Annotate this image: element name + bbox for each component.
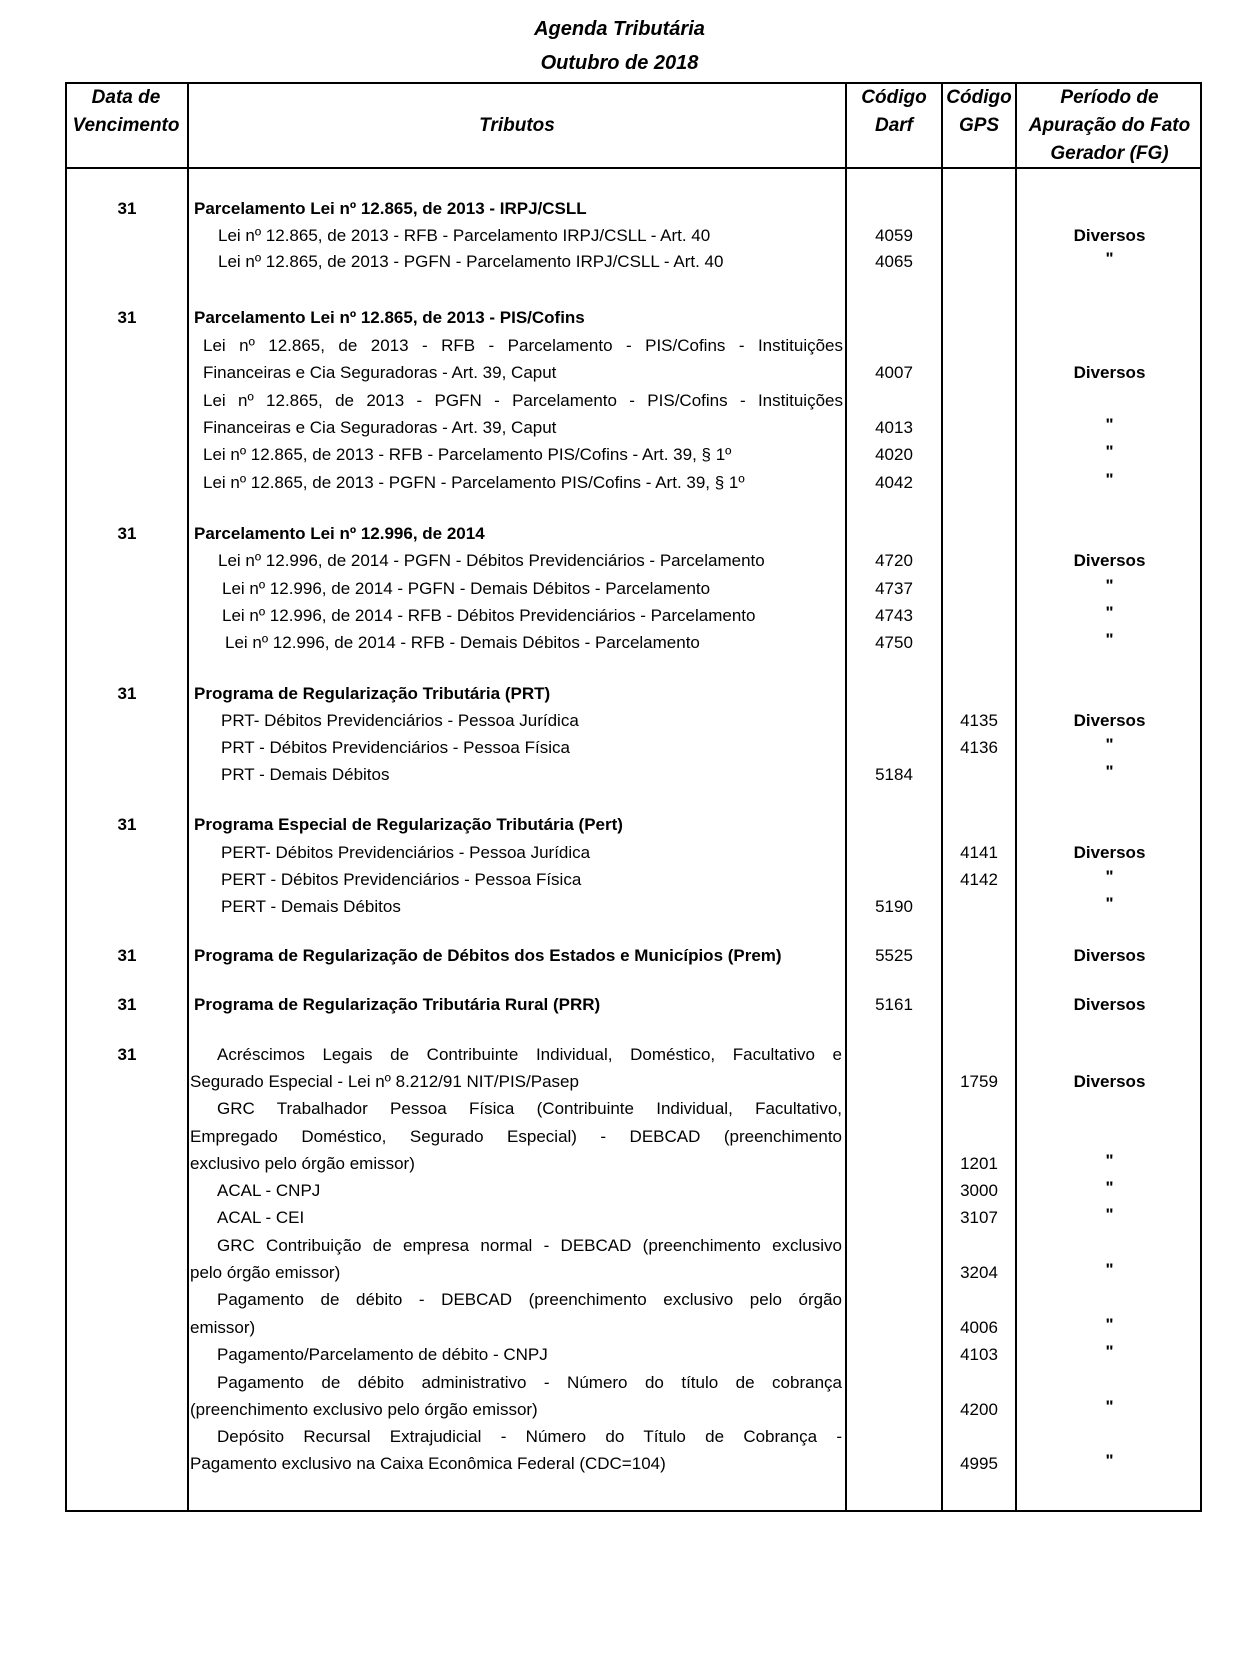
list-item: Lei nº 12.865, de 2013 - PGFN - Parcelamento PIS/Cofins - Art. 39, § 1º xyxy=(203,473,745,492)
group-title: Programa de Regularização de Débitos dos Estados e Municípios (Prem) xyxy=(194,946,782,965)
list-item: Acréscimos Legais de Contribuinte Individual, Doméstico, Facultativo e xyxy=(217,1045,842,1064)
ditto-mark: " xyxy=(1105,867,1114,886)
darf-code: 4059 xyxy=(875,226,913,245)
column-divider xyxy=(187,82,189,1512)
column-divider xyxy=(845,82,847,1512)
period-value: Diversos xyxy=(1073,995,1146,1014)
list-item: GRC Contribuição de empresa normal - DEBCAD (preenchimento exclusivo xyxy=(217,1236,842,1255)
list-item: Pagamento/Parcelamento de débito - CNPJ xyxy=(217,1345,548,1364)
group-title: Parcelamento Lei nº 12.865, de 2013 - PIS/Cofins xyxy=(194,308,585,327)
list-item: PERT - Débitos Previdenciários - Pessoa Física xyxy=(221,870,582,889)
header-periodo: Período de Apuração do Fato Gerador (FG) xyxy=(1028,87,1191,164)
list-item: ACAL - CNPJ xyxy=(217,1181,321,1200)
list-item: Lei nº 12.996, de 2014 - PGFN - Demais Débitos - Parcelamento xyxy=(222,579,711,598)
list-item: Lei nº 12.996, de 2014 - PGFN - Débitos Previdenciários - Parcelamento xyxy=(218,551,765,570)
list-item: pelo órgão emissor) xyxy=(190,1263,341,1282)
list-item: PERT- Débitos Previdenciários - Pessoa Jurídica xyxy=(221,843,591,862)
column-divider xyxy=(941,82,943,1512)
ditto-mark: " xyxy=(1105,415,1114,434)
header-date: Data de Vencimento xyxy=(72,87,180,136)
list-item: Lei nº 12.996, de 2014 - RFB - Demais Débitos - Parcelamento xyxy=(225,633,700,652)
gps-code: 4141 xyxy=(960,843,998,862)
gps-code: 4006 xyxy=(960,1318,998,1337)
ditto-mark: " xyxy=(1105,1260,1114,1279)
list-item: PRT- Débitos Previdenciários - Pessoa Jurídica xyxy=(221,711,579,730)
list-item: Lei nº 12.865, de 2013 - RFB - Parcelamento - PIS/Cofins - Instituições xyxy=(203,336,843,355)
ditto-mark: " xyxy=(1105,1178,1114,1197)
due-date: 31 xyxy=(117,684,137,703)
list-item: emissor) xyxy=(190,1318,256,1337)
gps-code: 4136 xyxy=(960,738,998,757)
ditto-mark: " xyxy=(1105,1397,1114,1416)
due-date: 31 xyxy=(117,524,137,543)
darf-code: 5190 xyxy=(875,897,913,916)
list-item: Lei nº 12.996, de 2014 - RFB - Débitos Previdenciários - Parcelamento xyxy=(222,606,756,625)
period-value: Diversos xyxy=(1073,843,1146,862)
ditto-mark: " xyxy=(1105,603,1114,622)
gps-code: 4103 xyxy=(960,1345,998,1364)
ditto-mark: " xyxy=(1105,1342,1114,1361)
page-title: Agenda Tributária xyxy=(534,18,705,40)
list-item: GRC Trabalhador Pessoa Física (Contribuinte Individual, Facultativo, xyxy=(217,1099,842,1118)
ditto-mark: " xyxy=(1105,894,1114,913)
group-title: Programa Especial de Regularização Tributária (Pert) xyxy=(194,815,623,834)
list-item: Lei nº 12.865, de 2013 - RFB - Parcelamento IRPJ/CSLL - Art. 40 xyxy=(218,226,711,245)
due-date: 31 xyxy=(117,946,137,965)
darf-code: 4750 xyxy=(875,633,913,652)
gps-code: 4135 xyxy=(960,711,998,730)
gps-code: 1759 xyxy=(960,1072,998,1091)
ditto-mark: " xyxy=(1105,442,1114,461)
list-item: Segurado Especial - Lei nº 8.212/91 NIT/PIS/Pasep xyxy=(190,1072,579,1091)
darf-code: 4007 xyxy=(875,363,913,382)
header-darf: Código Darf xyxy=(861,87,927,136)
due-date: 31 xyxy=(117,1045,137,1064)
ditto-mark: " xyxy=(1105,1205,1114,1224)
list-item: Financeiras e Cia Seguradoras - Art. 39, Caput xyxy=(203,418,557,437)
period-value: Diversos xyxy=(1073,363,1146,382)
list-item: Lei nº 12.865, de 2013 - RFB - Parcelamento PIS/Cofins - Art. 39, § 1º xyxy=(203,445,732,464)
darf-code: 5525 xyxy=(875,946,913,965)
gps-code: 4995 xyxy=(960,1454,998,1473)
period-value: Diversos xyxy=(1073,946,1146,965)
darf-code: 4720 xyxy=(875,551,913,570)
due-date: 31 xyxy=(117,995,137,1014)
list-item: Empregado Doméstico, Segurado Especial) - DEBCAD (preenchimento xyxy=(190,1127,842,1146)
darf-code: 4013 xyxy=(875,418,913,437)
list-item: PRT - Débitos Previdenciários - Pessoa Física xyxy=(221,738,570,757)
darf-code: 5161 xyxy=(875,995,913,1014)
column-divider xyxy=(1015,82,1017,1512)
list-item: Financeiras e Cia Seguradoras - Art. 39, Caput xyxy=(203,363,557,382)
list-item: Lei nº 12.865, de 2013 - PGFN - Parcelamento - PIS/Cofins - Instituições xyxy=(203,391,843,410)
ditto-mark: " xyxy=(1105,1151,1114,1170)
ditto-mark: " xyxy=(1105,630,1114,649)
header-tributos: Tributos xyxy=(479,115,555,136)
page-subtitle: Outubro de 2018 xyxy=(540,52,699,74)
ditto-mark: " xyxy=(1105,1315,1114,1334)
ditto-mark: " xyxy=(1105,735,1114,754)
due-date: 31 xyxy=(117,815,137,834)
period-value: Diversos xyxy=(1073,551,1146,570)
list-item: PERT - Demais Débitos xyxy=(221,897,401,916)
group-title: Programa de Regularização Tributária (PRT) xyxy=(194,684,551,703)
list-item: Pagamento de débito administrativo - Número do título de cobrança xyxy=(217,1373,842,1392)
gps-code: 3204 xyxy=(960,1263,998,1282)
group-title: Parcelamento Lei nº 12.996, de 2014 xyxy=(194,524,485,543)
gps-code: 4200 xyxy=(960,1400,998,1419)
list-item: Pagamento de débito - DEBCAD (preenchimento exclusivo pelo órgão xyxy=(217,1290,842,1309)
ditto-mark: " xyxy=(1105,1451,1114,1470)
darf-code: 4042 xyxy=(875,473,913,492)
header-gps: Código GPS xyxy=(946,87,1012,136)
group-title: Parcelamento Lei nº 12.865, de 2013 - IRPJ/CSLL xyxy=(194,199,587,218)
list-item: Lei nº 12.865, de 2013 - PGFN - Parcelamento IRPJ/CSLL - Art. 40 xyxy=(218,252,724,271)
gps-code: 4142 xyxy=(960,870,998,889)
list-item: Pagamento exclusivo na Caixa Econômica Federal (CDC=104) xyxy=(190,1454,666,1473)
list-item: PRT - Demais Débitos xyxy=(221,765,390,784)
list-item: (preenchimento exclusivo pelo órgão emissor) xyxy=(190,1400,538,1419)
group-title: Programa de Regularização Tributária Rural (PRR) xyxy=(194,995,601,1014)
gps-code: 3000 xyxy=(960,1181,998,1200)
due-date: 31 xyxy=(117,308,137,327)
darf-code: 4737 xyxy=(875,579,913,598)
period-value: Diversos xyxy=(1073,711,1146,730)
gps-code: 1201 xyxy=(960,1154,998,1173)
ditto-mark: " xyxy=(1105,762,1114,781)
period-value: Diversos xyxy=(1073,1072,1146,1091)
ditto-mark: " xyxy=(1105,470,1114,489)
darf-code: 4743 xyxy=(875,606,913,625)
period-value: Diversos xyxy=(1073,226,1146,245)
gps-code: 3107 xyxy=(960,1208,998,1227)
darf-code: 4065 xyxy=(875,252,913,271)
ditto-mark: " xyxy=(1105,249,1114,268)
darf-code: 5184 xyxy=(875,765,913,784)
list-item: exclusivo pelo órgão emissor) xyxy=(190,1154,415,1173)
darf-code: 4020 xyxy=(875,445,913,464)
ditto-mark: " xyxy=(1105,576,1114,595)
due-date: 31 xyxy=(117,199,137,218)
list-item: ACAL - CEI xyxy=(217,1208,305,1227)
list-item: Depósito Recursal Extrajudicial - Número do Título de Cobrança - xyxy=(217,1427,842,1446)
